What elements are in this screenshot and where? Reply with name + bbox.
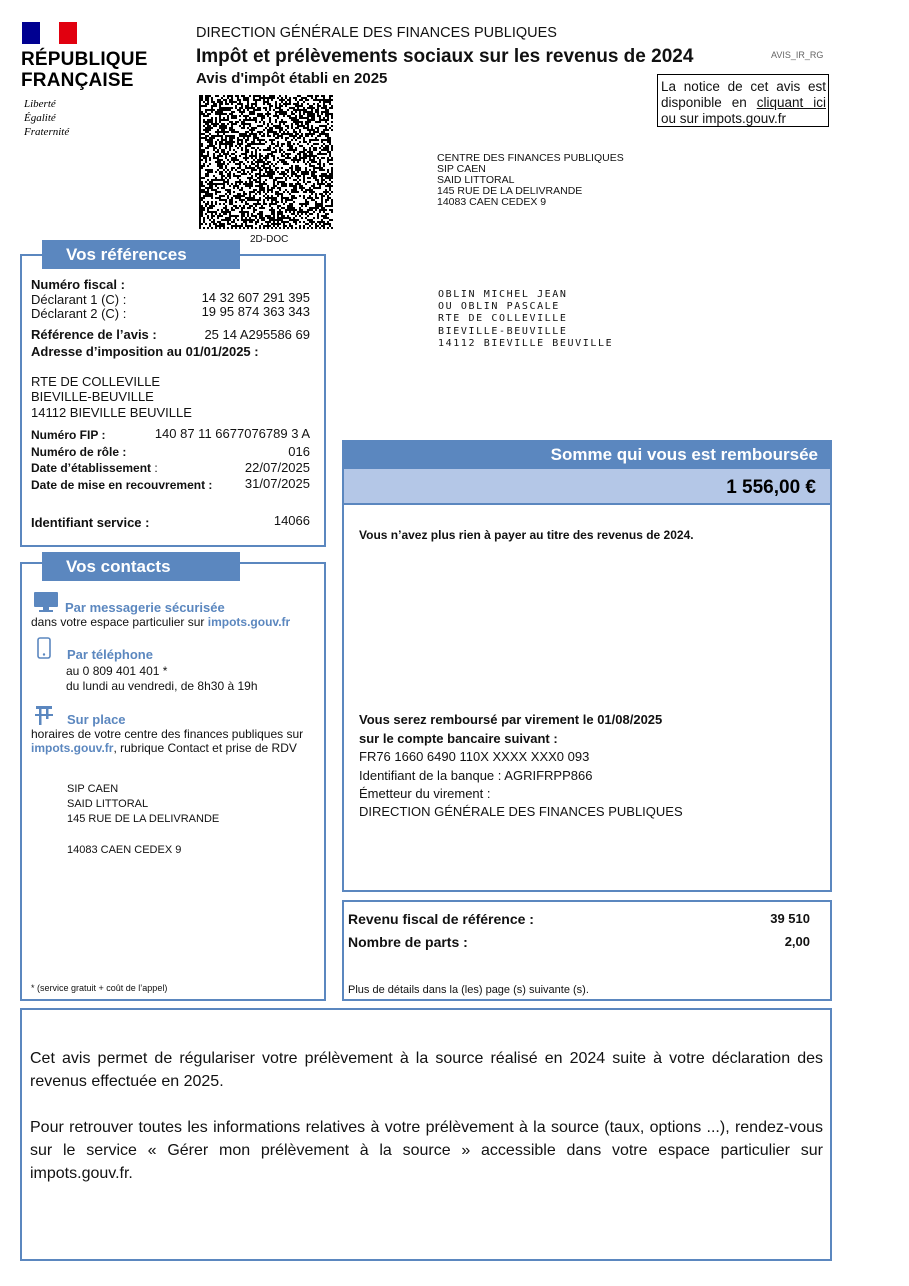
- declarant1-label: Déclarant 1 (C) :: [31, 292, 127, 307]
- references-tab: Vos références: [42, 240, 240, 269]
- declarant1-value: 14 32 607 291 395: [201, 290, 310, 305]
- notice-link[interactable]: cliquant ici: [756, 95, 826, 110]
- secure-messaging-text: dans votre espace particulier sur impots.gouv.fr: [31, 615, 291, 629]
- fiscal-number-label: Numéro fiscal :: [31, 277, 125, 292]
- in-person-text: horaires de votre centre des finances publiques sur: [31, 727, 304, 741]
- tax-address-label: Adresse d’imposition au 01/01/2025 :: [31, 344, 259, 359]
- phone-hours: du lundi au vendredi, de 8h30 à 19h: [66, 679, 258, 693]
- notice-ref-label: Référence de l’avis :: [31, 327, 157, 342]
- collection-date-label: Date de mise en recouvrement :: [31, 478, 213, 492]
- barcode-label: 2D-DOC: [250, 234, 289, 245]
- republique-logo: RÉPUBLIQUE FRANÇAISE: [21, 49, 148, 91]
- phone-number: au 0 809 401 401 *: [66, 664, 168, 678]
- bank-account-label: sur le compte bancaire suivant :: [359, 731, 558, 746]
- tax-address-line: BIEVILLE-BEUVILLE: [31, 389, 154, 404]
- refund-amount: 1 556,00 €: [342, 469, 832, 503]
- info-paragraph-1: Cet avis permet de régulariser votre prélèvement à la source réalisé en 2024 suite à votre déclaration des revenus effectuée en 2025.: [30, 1050, 823, 1090]
- fip-value: 140 87 11 6677076789 3 A: [154, 426, 310, 441]
- 2d-doc-barcode: [199, 95, 333, 229]
- impots-gouv-link[interactable]: impots.gouv.fr: [207, 615, 291, 629]
- tax-address-line: 14112 BIEVILLE BEUVILLE: [31, 405, 192, 420]
- declarant2-label: Déclarant 2 (C) :: [31, 306, 127, 321]
- service-id-label: Identifiant service :: [31, 515, 150, 530]
- document-title: Impôt et prélèvements sociaux sur les revenus de 2024: [196, 46, 694, 67]
- refund-header: Somme qui vous est remboursée: [342, 440, 832, 469]
- issue-date-label: Date d’établissement :: [31, 461, 158, 475]
- phone-footnote: * (service gratuit + coût de l’appel): [31, 983, 168, 993]
- role-label: Numéro de rôle :: [31, 445, 127, 459]
- fip-label: Numéro FIP :: [31, 428, 106, 442]
- transfer-date-text: Vous serez remboursé par virement le 01/08/2025: [359, 712, 663, 727]
- notice-ref-value: 25 14 A295586 69: [204, 327, 310, 342]
- in-person-text-2: impots.gouv.fr, rubrique Contact et prise de RDV: [31, 741, 297, 755]
- mobile-phone-icon: [37, 637, 51, 659]
- service-id-value: 14066: [273, 513, 310, 528]
- contact-address-city: 14083 CAEN CEDEX 9: [67, 844, 182, 856]
- republique-motto: Liberté Égalité Fraternité: [24, 98, 70, 138]
- impots-gouv-link[interactable]: impots.gouv.fr: [31, 741, 114, 755]
- info-paragraph-2: Pour retrouver toutes les informations relatives à votre prélèvement à la source (taux, options ...), rendez-vous sur le service « Gérer mon prélèvement à la source » accessible dans votre espace particulier sur impots.gouv.fr.: [30, 1119, 823, 1182]
- role-value: 016: [288, 444, 310, 459]
- desk-icon: [33, 704, 55, 726]
- phone-title: Par téléphone: [67, 647, 153, 662]
- document-code: AVIS_IR_RG: [771, 50, 824, 60]
- in-person-title: Sur place: [67, 712, 126, 727]
- declarant2-value: 19 95 874 363 343: [201, 304, 310, 319]
- nothing-to-pay-text: Vous n’avez plus rien à payer au titre des revenus de 2024.: [359, 528, 694, 542]
- recipient-address: OBLIN MICHEL JEAN OU OBLIN PASCALE RTE DE COLLEVILLE BIEVILLE-BEUVILLE 14112 BIEVILLE BEUVILLE: [438, 289, 614, 349]
- document-subtitle: Avis d'impôt établi en 2025: [196, 70, 388, 87]
- tax-address-line: RTE DE COLLEVILLE: [31, 374, 161, 389]
- french-flag-icon: [22, 22, 77, 44]
- iban-value: FR76 1660 6490 110X XXXX XXX0 093: [359, 749, 590, 764]
- transfer-emitter: DIRECTION GÉNÉRALE DES FINANCES PUBLIQUES: [359, 804, 683, 819]
- secure-messaging-title: Par messagerie sécurisée: [65, 600, 225, 615]
- agency-name: DIRECTION GÉNÉRALE DES FINANCES PUBLIQUES: [196, 25, 557, 41]
- bank-id: Identifiant de la banque : AGRIFRPP866: [359, 768, 593, 783]
- notice-box: La notice de cet avis est disponible en cliquant ici ou sur impots.gouv.fr: [657, 74, 829, 127]
- refund-box: [342, 503, 832, 892]
- tax-shares-label: Nombre de parts :: [348, 934, 468, 950]
- contacts-tab: Vos contacts: [42, 552, 240, 581]
- reference-income-label: Revenu fiscal de référence :: [348, 911, 534, 927]
- collection-date-value: 31/07/2025: [244, 476, 310, 491]
- more-details-text: Plus de détails dans la (les) page (s) suivante (s).: [348, 984, 589, 996]
- tax-shares-value: 2,00: [784, 934, 810, 949]
- contact-address-line: SIP CAEN: [67, 783, 119, 795]
- reference-income-value: 39 510: [770, 911, 810, 926]
- tax-center-address: CENTRE DES FINANCES PUBLIQUES SIP CAEN SAID LITTORAL 145 RUE DE LA DELIVRANDE 14083 CAEN CEDEX 9: [437, 152, 624, 208]
- contact-address-line: 145 RUE DE LA DELIVRANDE: [67, 813, 220, 825]
- transfer-emitter-label: Émetteur du virement :: [359, 786, 491, 801]
- computer-icon: [33, 591, 59, 613]
- issue-date-value: 22/07/2025: [244, 460, 310, 475]
- contact-address-line: SAID LITTORAL: [67, 798, 149, 810]
